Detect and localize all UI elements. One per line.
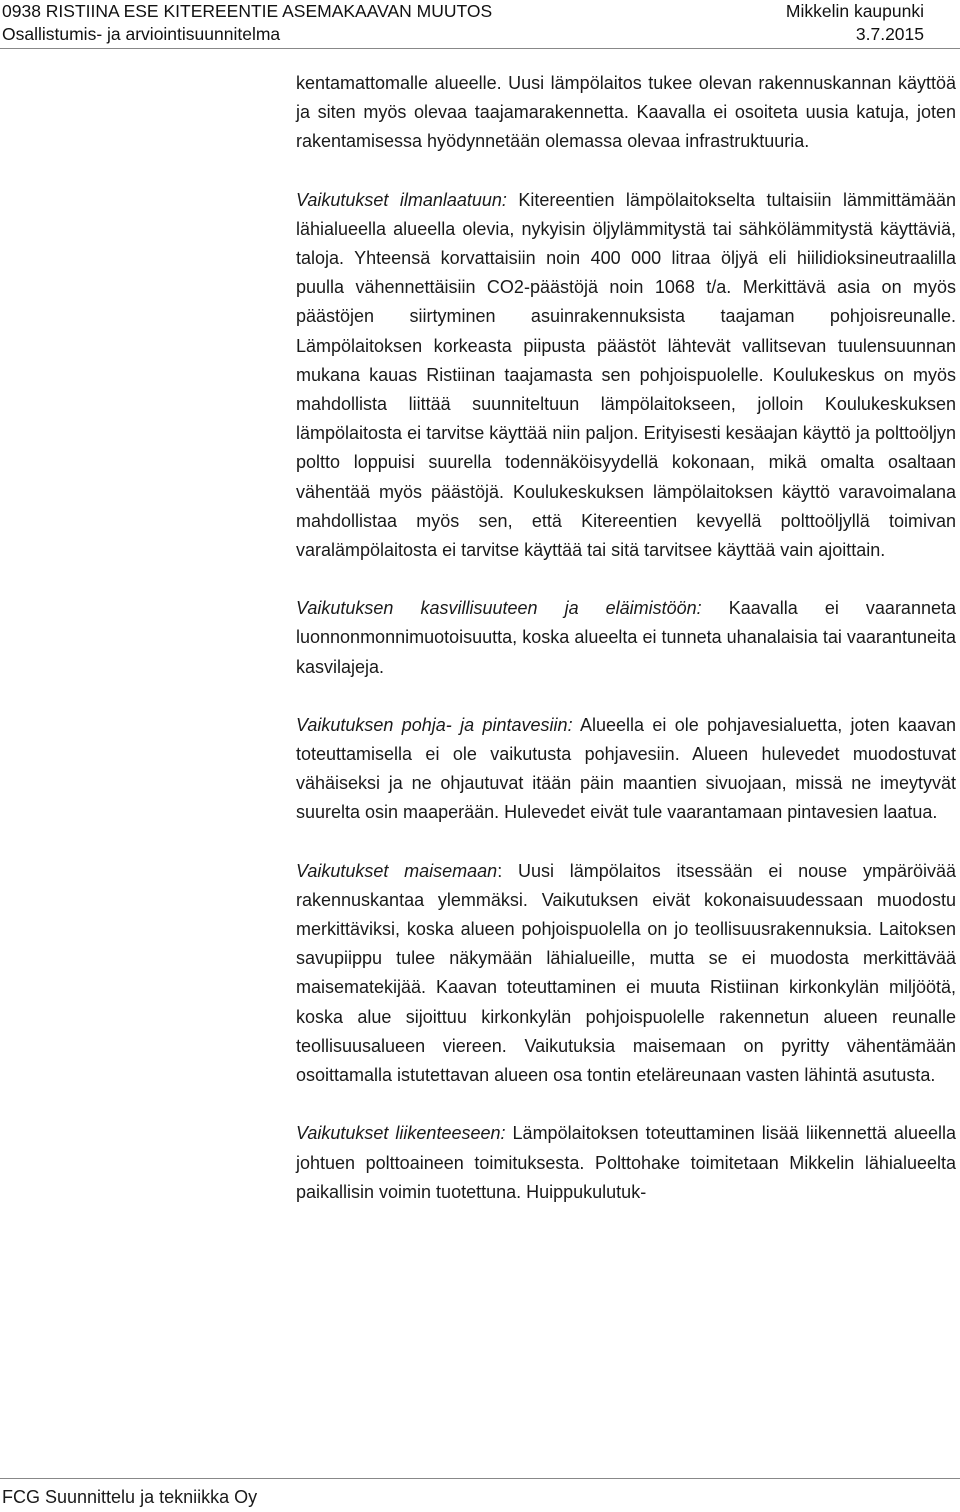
document-subtitle: Osallistumis- ja arviointisuunnitelma: [2, 24, 281, 44]
footer-divider: [0, 1478, 960, 1479]
paragraph-heading: Vaikutuksen kasvillisuuteen ja eläimistöön:: [296, 598, 702, 619]
header-row-2: [2, 23, 958, 46]
page-footer: [2, 1486, 257, 1508]
paragraph-heading: Vaikutukset ilmanlaatuun:: [296, 189, 507, 210]
document-title: 0938 RISTIINA ESE KITEREENTIE ASEMAKAAVAN MUUTOS: [2, 1, 493, 21]
paragraph-text: kentamattomalle alueelle. Uusi lämpölaitos tukee olevan rakennuskannan käyttöä ja siten myös olevaa taajamarakennetta. Kaavalla ei osoiteta uusia katuja, joten rakentamisessa hyödynnetään olemassa olevaa infrastruktuuria.: [296, 73, 956, 152]
paragraph-heading: Vaikutuksen pohja- ja pintavesiin:: [296, 714, 573, 735]
paragraph-vegetation: [296, 594, 956, 682]
paragraph-text: : Uusi lämpölaitos itsessään ei nouse ympäröivää rakennuskantaa ylemmäksi. Vaikutuksen eivät kokonaisuudessaan muodostu merkittäviksi, koska alueen pohjoispuolella on jo teollisuusrakennuksia. Laitoksen savupiippu tulee näkymään lähialueille, mutta se ei muodosta merkittävää maisematekijää. Kaavan toteuttaminen ei muuta Ristiinan kirkonkylän miljöötä, koska alue sijoittuu kirkonkylän pohjoispuolelle rakennetun alueen reunalle teollisuusalueen viereen. Vaikutuksia maisemaan on pyritty vähentämään osoittamalla istutettavan alueen osa tontin eteläreunaan vasten lähintä asutusta.: [296, 860, 956, 1086]
header-divider: [0, 48, 960, 49]
paragraph-traffic: [296, 1119, 956, 1207]
document-date: 3.7.2015: [855, 24, 924, 44]
paragraph-air-quality: [296, 186, 956, 566]
body-text: [296, 69, 956, 1207]
paragraph-intro: [296, 69, 956, 157]
paragraph-landscape: [296, 857, 956, 1091]
paragraph-text: Lämpölaitoksen toteuttaminen lisää liikennettä alueella johtuen polttoaineen toimituksesta. Polttohake toimitetaan Mikkelin lähialueelta paikallisin voimin tuotettuna. Huippukulutuk-: [296, 1123, 956, 1202]
paragraph-text: Kitereentien lämpölaitokselta tultaisiin lämmittämään lähialueella alueella olevia, nykyisin öljylämmitystä tai sähkölämmitystä käyttäviä, taloja. Yhteensä korvattaisiin noin 400 000 litraa öljyä eli hiilidioksineutraalilla puulla vähennettäisiin CO2-päästöjä noin 1068 t/a. Merkittävä asia on myös päästöjen siirtyminen asuinrakennuksista taajaman pohjoisreunalle. Lämpölaitoksen korkeasta piipusta päästöt lähtevät vallitsevan tuulensuunnan mukana kauas Ristiinan taajamasta sen pohjoispuolelle. Koulukeskus on myös mahdollista liittää suunniteltuun lämpölaitokseen, jolloin Koulukeskuksen lämpölaitosta ei tarvitse käyttää niin paljon. Erityisesti kesäajan käyttö ja polttoöljyn poltto loppuisi suurella todennäköisyydellä kokonaan, mikä omalta osaltaan vähentää myös päästöjä. Koulukeskuksen lämpölaitoksen käyttö varavoimalana mahdollistaa myös sen, että Kitereentien kevyellä polttoöljyllä toimivan varalämpölaitosta ei tarvitse käyttää tai sitä tarvitsee käyttää vain ajoittain.: [296, 189, 956, 561]
paragraph-text: Kaavalla ei vaaranneta luonnonmonnimuotoisuutta, koska alueelta ei tunneta uhanalaisia tai vaarantuneita kasvilajeja.: [296, 598, 956, 677]
paragraph-water: [296, 711, 956, 828]
header-row-1: [2, 0, 958, 23]
paragraph-heading: Vaikutukset maisemaan: [296, 860, 498, 881]
page-header: [2, 0, 958, 46]
paragraph-heading: Vaikutukset liikenteeseen:: [296, 1123, 506, 1144]
paragraph-text: Alueella ei ole pohjavesialuetta, joten kaavan toteuttamisella ei ole vaikutusta pohjavesiin. Alueen hulevedet muodostuvat vähäiseksi ja ne ohjautuvat itään päin maantien sivuojaan, missä ne imeytyvät suurelta osin maaperään. Hulevedet eivät tule vaarantamaan pintavesien laatua.: [296, 714, 956, 823]
footer-company: FCG Suunnittelu ja tekniikka Oy: [2, 1487, 258, 1507]
municipality: Mikkelin kaupunki: [785, 1, 924, 21]
